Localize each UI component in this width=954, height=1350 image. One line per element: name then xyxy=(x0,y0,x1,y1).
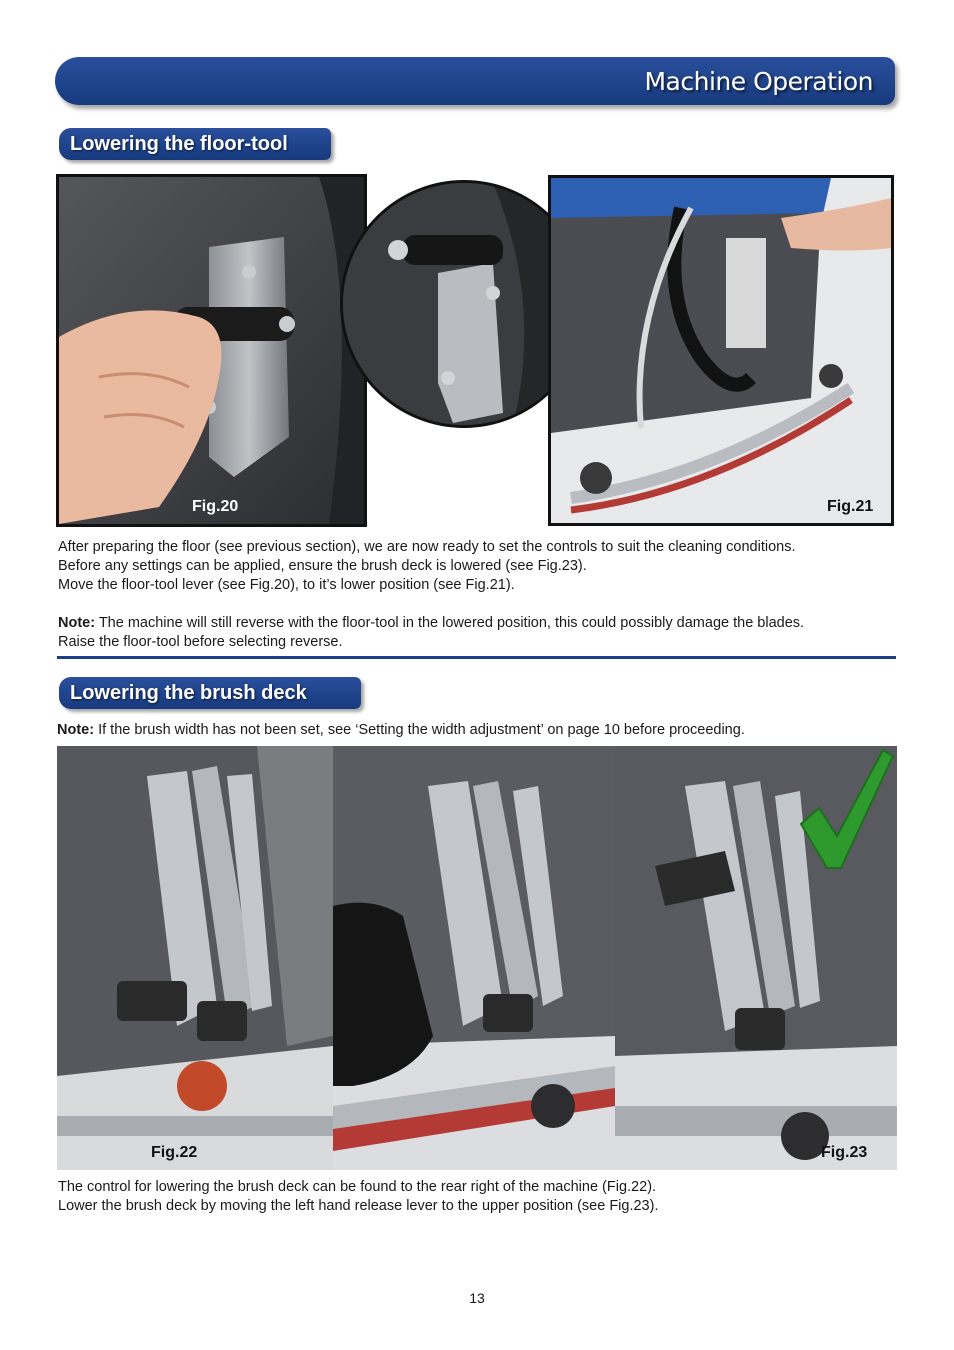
photo-fig21 xyxy=(548,175,894,526)
section-heading-floor-tool xyxy=(59,128,331,160)
floor-tool-instructions: After preparing the floor (see previous section), we are now ready to set the controls to suit the cleaning conditions. Before any settings can be applied, ensure the brush deck is lowered (see Fig.23). Move the floor-tool lever (see Fig.20), to it’s lower position (see Fig.21). xyxy=(58,539,796,593)
brush-deck-pedal-photo xyxy=(57,746,333,1170)
photo-fig22 xyxy=(57,746,333,1170)
fig23-label: Fig.23 xyxy=(821,1144,868,1161)
section-heading-label: Lowering the floor-tool xyxy=(70,133,288,155)
header-banner xyxy=(55,57,895,105)
floor-tool-lever-photo xyxy=(59,177,364,524)
floor-tool-note: Note: The machine will still reverse with the floor-tool in the lowered position, this could possibly damage the blades. Raise the floor-tool before selecting reverse. xyxy=(58,615,805,650)
brush-width-note: Note: If the brush width has not been set, see ‘Setting the width adjustment’ on page 10 before proceeding. xyxy=(57,722,745,738)
photo-boot-pressing xyxy=(333,746,615,1170)
check-mark-icon xyxy=(797,746,895,874)
photo-fig23 xyxy=(615,746,897,1170)
section-heading-label: Lowering the brush deck xyxy=(70,682,307,704)
fig20-label: Fig.20 xyxy=(192,498,239,515)
page-number: 13 xyxy=(469,1290,485,1306)
page-title: Machine Operation xyxy=(644,67,873,96)
section-heading-brush-deck xyxy=(59,677,361,709)
photo-fig20 xyxy=(56,174,367,527)
machine-rear-photo xyxy=(551,178,891,523)
section-divider xyxy=(57,656,896,659)
fig21-label: Fig.21 xyxy=(827,498,874,515)
fig22-label: Fig.22 xyxy=(151,1144,198,1161)
boot-pressing-pedal-photo xyxy=(333,746,615,1170)
brush-deck-instructions: The control for lowering the brush deck can be found to the rear right of the machine (Fig.22). Lower the brush deck by moving the left hand release lever to the upper position (see Fig.23). xyxy=(58,1179,659,1214)
